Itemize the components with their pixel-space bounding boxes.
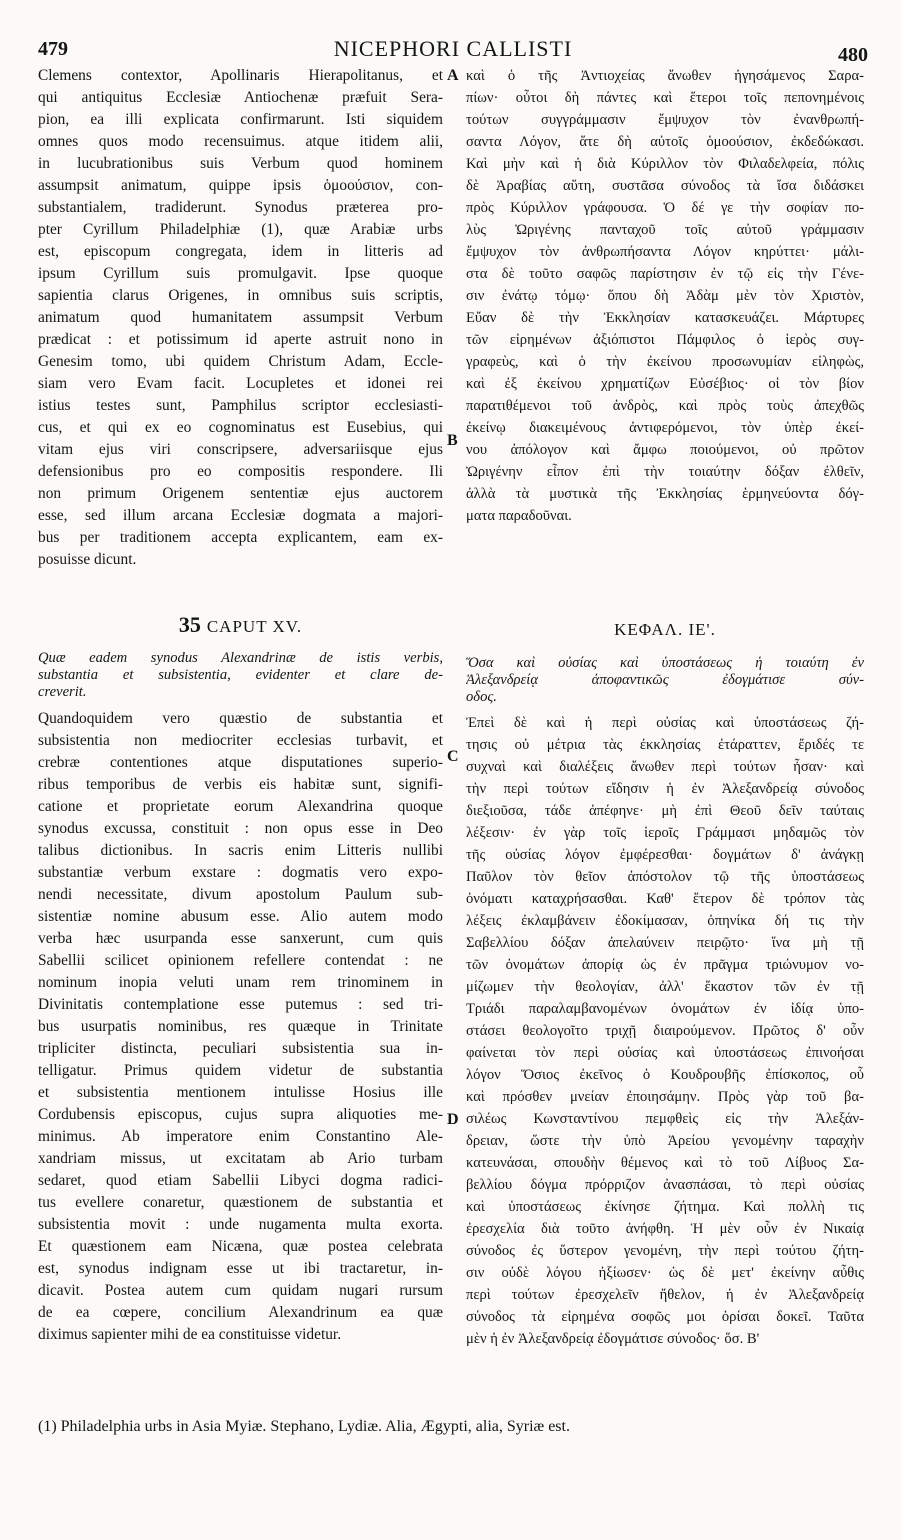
footnote: (1) Philadelphia urbs in Asia Myiæ. Stephano, Lydiæ. Alia, Ægypti, alia, Syriæ est. xyxy=(38,1418,570,1435)
text-line: Sabellii scilicet opinionem refellere contendat : ne xyxy=(38,952,443,969)
text-line: πρὸς Κύριλλον γράφουσα. Ὁ δέ γε τὴν σοφίαν πο- xyxy=(466,200,864,216)
text-line: telligatur. Primus quidem videtur de substantia xyxy=(38,1062,443,1079)
text-line: verba hæc usurpanda esse sanxerunt, cum quis xyxy=(38,930,443,947)
text-line: περὶ τούτων ἐρεσχελεῖν ἤθελον, ἡ ἐν Ἀλεξανδρείᾳ xyxy=(466,1287,864,1303)
text-line: Ὠριγένην εἶπον ἐπὶ τὴν τοιαύτην δόξαν ἐλθεῖν, xyxy=(466,464,864,480)
text-line: dicavit. Postea autem cum quidam nugari rursum xyxy=(38,1282,443,1299)
text-line: Cordubensis episcopus, cujus supra aliquoties me- xyxy=(38,1106,443,1123)
margin-letter-d: D xyxy=(447,1111,459,1128)
running-header xyxy=(38,30,868,70)
text-line: synodus excussa, constituit : non opus esse in Deo xyxy=(38,820,443,837)
text-line: τούτων συγγράμμασιν ἔμψυχον τὸν ἐνανθρωπή- xyxy=(466,112,864,128)
text-line: τῶν εἰρημένων ἀξιόπιστοι Πάμφιλος ὁ ἱερὸς συγ- xyxy=(466,332,864,348)
text-line: καὶ ὁ τῆς Ἀντιοχείας ἄνωθεν ἡγησάμενος Σαρα- xyxy=(466,68,864,84)
margin-letter-c: C xyxy=(447,748,459,765)
text-line: crebræ contentiones atque disputationes superio- xyxy=(38,754,443,771)
text-line: λόγον Ὅσιος ἐκεῖνος ὁ Κουδρουβῆς ἐπίσκοπος, οὗ xyxy=(466,1067,864,1083)
text-line: diximus sapienter mihi de ea constituisse videtur. xyxy=(38,1326,342,1343)
text-line: μίζωμεν τὴν θεολογίαν, ἀλλ' ἕκαστον τῶν ἐν τῇ xyxy=(466,979,864,995)
text-line: δρειαν, ὥστε τὴν ὑπὸ Ἀρείου γενομένην ταραχὴν xyxy=(466,1133,864,1149)
page-number-left: 479 xyxy=(38,38,68,60)
latin-chapter-summary xyxy=(38,650,443,701)
text-line: παρατιθέμενοι τοῦ ἀνδρὸς, καὶ πρὸς τοὺς ἀπεχθῶς xyxy=(466,398,864,414)
text-line: συχναὶ καὶ διαλέξεις ἄνωθεν περὶ τούτων ἦσαν· καὶ xyxy=(466,759,864,775)
text-line: τὴν περὶ τούτων εἴδησιν ἡ ἐν Ἀλεξανδρείᾳ σύνοδος xyxy=(466,781,864,797)
text-line: Καὶ μὴν καὶ ἡ διὰ Κύριλλον τὸν Φιλαδελφεία, πόλις xyxy=(466,156,864,172)
text-line: assumpsit animatum, quippe ipsis ὁμοούσιον, con- xyxy=(38,177,443,194)
text-line: tus evellere conaretur, quæstionem de substantia et xyxy=(38,1194,443,1211)
text-line: sistentiæ nomine abusum esse. Alio autem modo xyxy=(38,908,443,925)
text-line: de ea cœpere, concilium Alexandrinum ea quæ xyxy=(38,1304,443,1321)
text-line: Τριάδι παραλαμβανομένων ὀνομάτων ἐν ἰδίᾳ ὑπο- xyxy=(466,1001,864,1017)
text-line: prædicat : et potissimum id aperte astruit nono in xyxy=(38,331,443,348)
text-line: non primum Origenem sententiæ ejus auctorem xyxy=(38,485,443,502)
page-number-right: 480 xyxy=(838,44,868,66)
text-line: τησις οὐ μέτρια τὰς ἐκκλησίας ἐτάραττεν, ἔριδές τε xyxy=(466,737,864,753)
margin-letter-b: B xyxy=(447,432,458,449)
text-line: ἐρεσχελία διὰ τοῦτο ἀνήφθη. Ἡ μὲν οὖν ἐν Νικαίᾳ xyxy=(466,1221,864,1237)
text-line: ipsum Cyrillum suis promulgavit. Ipse quoque xyxy=(38,265,443,282)
text-line: Ἀλεξανδρείᾳ ἀποφαντικῶς ἐδογμάτισε σύν- xyxy=(466,672,864,688)
text-line: κατευνάσαι, σπουδὴν θέμενος καὶ τὸ τοῦ Λίβυος Σα- xyxy=(466,1155,864,1171)
text-line: cus, et qui ex eo cognominatus est Eusebius, qui xyxy=(38,419,443,436)
text-line: φαίνεται τὸν περὶ οὐσίας καὶ ὑποστάσεως ἐπινοήσαι xyxy=(466,1045,864,1061)
text-line: et subsistentia mentionem intulisse Hosius ille xyxy=(38,1084,443,1101)
text-line: qui antiquitus Ecclesiæ Antiochenæ præfuit Sera- xyxy=(38,89,443,106)
text-line: substantiæ verbum exstare : dogmatis vero expo- xyxy=(38,864,443,881)
text-line: λέξεσιν· ἐν γὰρ τοῖς ἱεροῖς Γράμμασι μηδαμῶς τὸν xyxy=(466,825,864,841)
text-line: ἐκείνῳ διακειμένους ἀντιφερόμενοι, τὸν ὑπὲρ ἐκεί- xyxy=(466,420,864,436)
text-line: καὶ ἐξ ἐκείνου χρηματίζων Εὐσέβιος· οἱ τὸν βίον xyxy=(466,376,864,392)
text-line: esse, sed illum arcana Ecclesiæ dogmata a majori- xyxy=(38,507,443,524)
text-line: Ἐπεὶ δὲ καὶ ἡ περὶ οὐσίας καὶ ὑποστάσεως ζή- xyxy=(466,715,864,731)
text-line: δὲ Ἀραβίας αὕτη, συστᾶσα σύνοδος τὰ ἴσα διδάσκει xyxy=(466,178,864,194)
text-line: Παῦλον τὸν θεῖον ἀπόστολον τῷ τῆς ὑποστάσεως xyxy=(466,869,864,885)
text-line: subsistentia movit : unde nugamenta multa exorta. xyxy=(38,1216,443,1233)
text-line: animatum quod humanitatem assumpsit Verbum xyxy=(38,309,443,326)
greek-column-top xyxy=(466,65,864,527)
text-line: bus per traditionem accepta explicantem, eam ex- xyxy=(38,529,443,546)
text-line: λὺς Ὠριγένης πανταχοῦ τοῖς αὐτοῦ γράμμασιν xyxy=(466,222,864,238)
text-line: xandriam missus, ut excitatam ab Ario turbam xyxy=(38,1150,443,1167)
text-line: vitam ejus viri conscripsere, adversariisque ejus xyxy=(38,441,443,458)
text-line: omnes quos modo recensuimus. atque itidem alii, xyxy=(38,133,443,150)
text-line: σαντα Λόγον, ἅτε δὴ αὐτοῖς ὁμοούσιον, ἐκδεδώκασι. xyxy=(466,134,864,150)
text-line: nominum inopia veluti unam rem trinominem in xyxy=(38,974,443,991)
latin-column-top xyxy=(38,65,443,571)
text-line: πίων· οὗτοι δὴ πάντες καὶ ἕτεροι τοῖς πεπονημένοις xyxy=(466,90,864,106)
text-line: διεξιοῦσα, τάδε ἀπέφηνε· μὴ ἐπὶ Θεοῦ δεῖν ταύταις xyxy=(466,803,864,819)
chapter-number: 35 xyxy=(178,612,201,637)
text-line: Quæ eadem synodus Alexandrinæ de istis verbis, xyxy=(38,650,443,666)
text-line: Σαβελλίου δόξαν ἀπελαύνειν πειρῷτο· ἵνα μὴ τῇ xyxy=(466,935,864,951)
text-line: γραφεὺς, καὶ ὁ τὴν ἐκείνου προσωνυμίαν εἰληφὼς, xyxy=(466,354,864,370)
text-line: istius testes sunt, Pamphilus scriptor ecclesiasti- xyxy=(38,397,443,414)
text-line: defensionibus pro eo compositis respondere. Ili xyxy=(38,463,443,480)
text-line: ἀλλὰ τὰ μυστικὰ τῆς Ἐκκλησίας ἑρμηνεύοντα δόγ- xyxy=(466,486,864,502)
greek-column-body xyxy=(466,712,864,1350)
text-line: ribus temporibus de verbis eis habitæ sunt, signifi- xyxy=(38,776,443,793)
text-line: ἔμψυχον τὸν ἀνθρωπήσαντα Λόγον κηρύττει· μάλι- xyxy=(466,244,864,260)
text-line: σύνοδος τὰ εἰρημένα σοφῶς μοι ὁρίσαι δοκεῖ. Ταῦτα xyxy=(466,1309,864,1325)
text-line: est, synodus indignam esse ut ibi tractaretur, in- xyxy=(38,1260,443,1277)
text-line: nendi necessitate, divum apostolum Paulum sub- xyxy=(38,886,443,903)
text-line: creverit. xyxy=(38,684,87,700)
text-line: καὶ ὑποστάσεως ἐκίνησε ζήτημα. Καὶ πολλὴ τις xyxy=(466,1199,864,1215)
text-line: pter Cyrillum Philadelphiæ (1), quæ Arabiæ urbs xyxy=(38,221,443,238)
text-line: τῶν ὀνομάτων ἀπορίᾳ ὡς ἐν πρᾶγμα τριώνυμον νο- xyxy=(466,957,864,973)
text-line: Εὔαν δὲ τὴν Ἐκκλησίαν κατασκευάζει. Μάρτυρες xyxy=(466,310,864,326)
text-line: σύνοδος ἐς ὕστερον γενομένη, τὴν περὶ τούτου ζήτη- xyxy=(466,1243,864,1259)
greek-chapter-summary xyxy=(466,655,864,706)
text-line: subsistentia non mediocriter ecclesias turbavit, et xyxy=(38,732,443,749)
text-line: τῆς οὐσίας λόγον ἐμφέρεσθαι· δογμάτων δ' ἀνάγκῃ xyxy=(466,847,864,863)
text-line: Quandoquidem vero quæstio de substantia et xyxy=(38,710,443,727)
text-line: στάσει θεολογοῖτο τριχῇ διαιρούμενον. Πρῶτος δ' οὖν xyxy=(466,1023,864,1039)
text-line: σιν ἐνάτῳ τόμῳ· ὅπου δὴ Ἀδὰμ μὲν τὸν Χριστὸν, xyxy=(466,288,864,304)
text-line: καὶ πρόσθεν μνείαν ἐποιησάμην. Πρὸς γὰρ τοῦ βα- xyxy=(466,1089,864,1105)
text-line: οδος. xyxy=(466,689,497,705)
running-title: NICEPHORI CALLISTI xyxy=(333,36,573,61)
greek-chapter-title: ΚΕΦΑΛ. ΙΕ'. xyxy=(614,620,716,639)
latin-column-body xyxy=(38,708,443,1346)
text-line: siam vero Evam facit. Locupletes et idonei rei xyxy=(38,375,443,392)
latin-chapter-heading xyxy=(38,612,443,638)
text-line: sapientia clarus Origenes, in omnibus suis scriptis, xyxy=(38,287,443,304)
text-line: ματα παραδοῦναι. xyxy=(466,508,572,524)
text-line: talibus dictionibus. In sacris enim Litteris nullibi xyxy=(38,842,443,859)
text-line: λέξεις ἐκλαμβάνειν ἐδοκίμασαν, ὁπηνίκα δή τις τὴν xyxy=(466,913,864,929)
text-line: Clemens contextor, Apollinaris Hierapolitanus, et xyxy=(38,67,443,84)
text-line: σιν οὐδὲ λόγου ἠξίωσεν· ὡς δὲ μετ' ἐκείνην αὖθις xyxy=(466,1265,864,1281)
chapter-title: CAPUT XV. xyxy=(206,617,303,636)
text-line: νου ἀπόλογον καὶ ἄμφω ποιούμενοι, οὐ πρῶτον xyxy=(466,442,864,458)
text-line: στα δὲ τοῦτο σαφῶς παρίστησιν ἐν τῷ εἰς τὴν Γένε- xyxy=(466,266,864,282)
text-line: posuisse dicunt. xyxy=(38,551,137,568)
text-line: minimus. Ab imperatore enim Constantino Ale- xyxy=(38,1128,443,1145)
text-line: catione et proprietate eorum Alexandrina quoque xyxy=(38,798,443,815)
text-line: Divinitatis contemplatione esse putemus : sed tri- xyxy=(38,996,443,1013)
text-line: βελλίου δόγμα πρόρριζον ἀνασπάσαι, τὸ περὶ οὐσίας xyxy=(466,1177,864,1193)
text-line: substantia et subsistentia, evidenter et clare de- xyxy=(38,667,443,683)
text-line: est, episcopum congregata, idem in litteris ad xyxy=(38,243,443,260)
greek-chapter-heading xyxy=(466,620,864,640)
text-line: Et quæstionem eam Nicæna, quæ postea celebrata xyxy=(38,1238,443,1255)
text-line: sedaret, quod etiam Sabellii Libyci dogma radici- xyxy=(38,1172,443,1189)
text-line: substantialem, tradiderunt. Synodus præterea pro- xyxy=(38,199,443,216)
text-line: Ὅσα καὶ οὐσίας καὶ ὑποστάσεως ἡ τοιαύτη ἐν xyxy=(466,655,864,671)
text-line: pion, ea illi explicata confirmarunt. Isti siquidem xyxy=(38,111,443,128)
margin-letter-a: A xyxy=(447,67,459,84)
text-line: tripliciter distincta, peculiari subsistentia sua in- xyxy=(38,1040,443,1057)
text-line: ὀνόματι καταχρήσασθαι. Καθ' ἕτερον δὲ τρόπον τὰς xyxy=(466,891,864,907)
text-line: Genesim tomo, ubi quidem Christum Adam, Eccle- xyxy=(38,353,443,370)
text-line: bus usurpatis nominibus, res quæque in Trinitate xyxy=(38,1018,443,1035)
text-line: σιλέως Κωνσταντίνου πεμφθεὶς εἰς τὴν Ἀλεξάν- xyxy=(466,1111,864,1127)
text-line: μὲν ἡ ἐν Ἀλεξανδρείᾳ ἐδογμάτισε σύνοδος· ὅσ. Β' xyxy=(466,1331,760,1347)
text-line: in lucubrationibus suis Verbum quod hominem xyxy=(38,155,443,172)
